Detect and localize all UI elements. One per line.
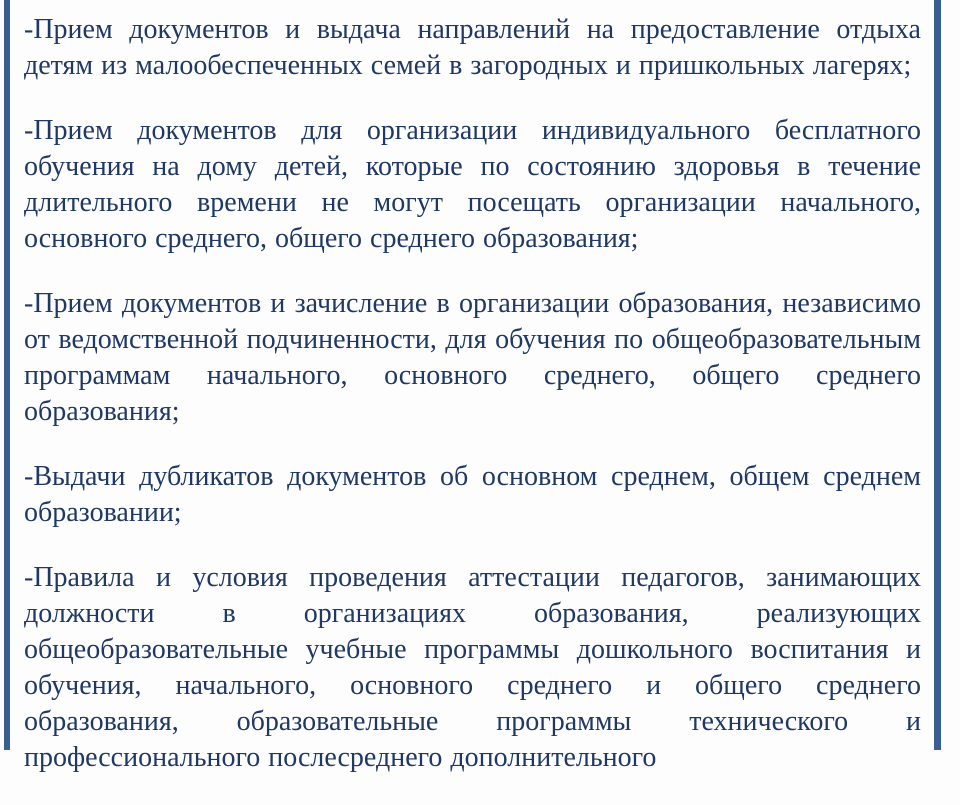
paragraph-reception-camps: -Прием документов и выдача направлений на предоставление отдыха детям из малообеспеченных семей в загородных и пришкольных лагерях;: [24, 14, 921, 81]
paragraph-home-schooling: -Прием документов для организации индивидуального бесплатного обучения на дому детей, которые по состоянию здоровья в течение длительного времени не могут посещать организации начального, основного среднего, общего среднего образования;: [24, 115, 921, 254]
right-border-line: [934, 0, 941, 750]
paragraph-enrollment: -Прием документов и зачисление в организации образования, независимо от ведомственной подчиненности, для обучения по общеобразовательным программам начального, основного среднего, общего среднего образования;: [24, 288, 921, 427]
paragraph-duplicates: -Выдачи дубликатов документов об основном среднем, общем среднем образовании;: [24, 461, 921, 528]
document-body: [24, 12, 921, 805]
paragraph-attestation: -Правила и условия проведения аттестации педагогов, занимающих должности в организациях образования, реализующих общеобразовательные учебные программы дошкольного воспитания и обучения, начального, основного среднего и общего среднего образования, образовательные программы технического и профессионального послесреднего дополнительного: [24, 562, 921, 773]
left-border-line: [4, 0, 10, 750]
